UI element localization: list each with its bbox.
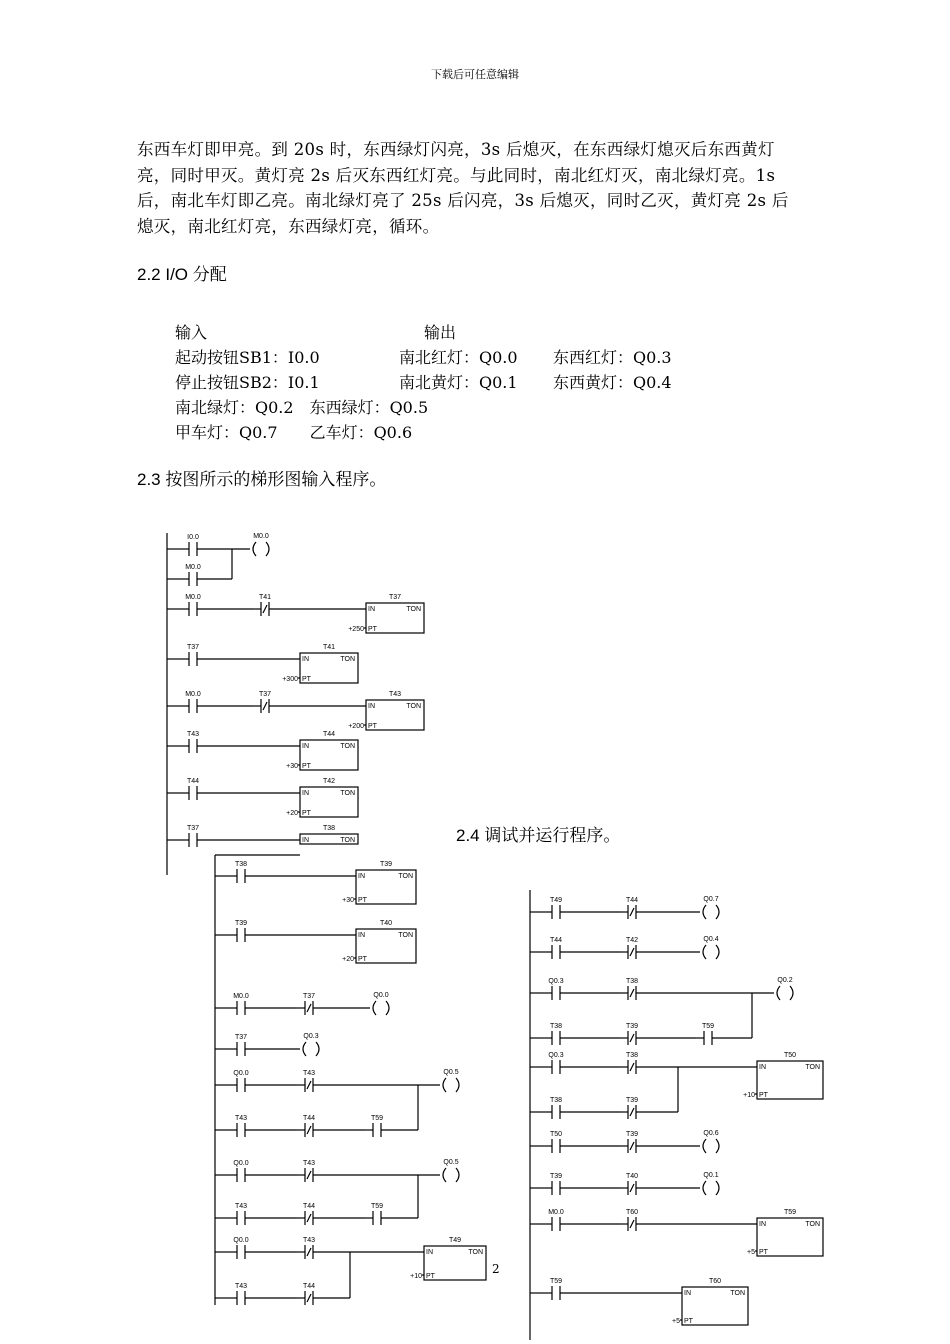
timer-name: T42 bbox=[322, 778, 336, 785]
contact-label: Q0.3 bbox=[548, 1052, 564, 1059]
contact-label: T38 bbox=[549, 1023, 563, 1030]
coil-left bbox=[703, 945, 706, 959]
timer-type: TON bbox=[805, 1221, 820, 1228]
coil-left bbox=[703, 1139, 706, 1153]
contact-label: T43 bbox=[302, 1237, 316, 1244]
timer-name: T59 bbox=[783, 1209, 797, 1216]
contact-label: M0.0 bbox=[548, 1209, 564, 1216]
nc-slash bbox=[630, 1142, 634, 1150]
contact-label: T37 bbox=[302, 993, 316, 1000]
contact-label: T39 bbox=[625, 1131, 639, 1138]
timer-name: T37 bbox=[388, 594, 402, 601]
coil-left bbox=[703, 905, 706, 919]
io-cell: 东西红灯：Q0.3 bbox=[553, 348, 672, 367]
coil-label: Q0.5 bbox=[443, 1159, 459, 1166]
contact-label: T59 bbox=[549, 1278, 563, 1285]
timer-pt: PT bbox=[368, 626, 377, 633]
timer-preset: +20 bbox=[342, 956, 354, 963]
nc-slash bbox=[630, 1063, 634, 1071]
nc-slash bbox=[630, 1184, 634, 1192]
intro-line: 熄灭，南北红灯亮，东西绿灯亮，循环。 bbox=[137, 216, 440, 236]
timer-in: IN bbox=[684, 1290, 691, 1297]
contact-label: T39 bbox=[625, 1023, 639, 1030]
nc-slash bbox=[307, 1171, 311, 1179]
contact-label: T40 bbox=[625, 1173, 639, 1180]
contact-label: T59 bbox=[370, 1115, 384, 1122]
contact-label: T43 bbox=[234, 1283, 248, 1290]
timer-type: TON bbox=[468, 1249, 483, 1256]
coil-label: Q0.0 bbox=[373, 992, 389, 999]
coil-left bbox=[443, 1078, 446, 1092]
contact-label: Q0.3 bbox=[548, 978, 564, 985]
timer-type: TON bbox=[340, 743, 355, 750]
contact-label: T37 bbox=[186, 644, 200, 651]
timer-preset: +10 bbox=[410, 1273, 422, 1280]
contact-label: T59 bbox=[370, 1203, 384, 1210]
io-row: 甲车灯：Q0.7 乙车灯：Q0.6 bbox=[175, 423, 413, 442]
coil-right bbox=[790, 986, 793, 1000]
timer-in: IN bbox=[426, 1249, 433, 1256]
timer-pt: PT bbox=[358, 956, 367, 963]
intro-line: 东西车灯即甲亮。到 20s 时，东西绿灯闪亮，3s 后熄灭，在东西绿灯熄灭后东西黄灯 bbox=[137, 140, 775, 159]
contact-label: T43 bbox=[234, 1115, 248, 1122]
timer-in: IN bbox=[302, 743, 309, 750]
nc-slash bbox=[263, 702, 267, 710]
timer-preset: +300 bbox=[282, 676, 298, 683]
coil-left bbox=[777, 986, 780, 1000]
timer-preset: +20 bbox=[286, 810, 298, 817]
timer-in: IN bbox=[358, 932, 365, 939]
section-heading-io: 2.2 I/O 分配 bbox=[137, 265, 227, 284]
contact-label: T44 bbox=[625, 897, 639, 904]
contact-label: T44 bbox=[186, 778, 200, 785]
coil-right bbox=[716, 945, 719, 959]
contact-label: T38 bbox=[625, 1052, 639, 1059]
coil-left bbox=[253, 542, 256, 556]
page-number: 2 bbox=[492, 1262, 500, 1276]
page-header: 下载后可任意编辑 bbox=[431, 68, 519, 81]
contact-label: T44 bbox=[302, 1203, 316, 1210]
timer-name: T39 bbox=[379, 861, 393, 868]
contact-label: T50 bbox=[549, 1131, 563, 1138]
timer-pt: PT bbox=[426, 1273, 435, 1280]
coil-label: Q0.3 bbox=[303, 1033, 319, 1040]
coil-right bbox=[266, 542, 269, 556]
timer-type: TON bbox=[340, 837, 355, 844]
nc-slash bbox=[307, 1294, 311, 1302]
timer-type: TON bbox=[398, 932, 413, 939]
contact-label: Q0.0 bbox=[233, 1237, 249, 1244]
timer-name: T38 bbox=[322, 825, 336, 832]
timer-in: IN bbox=[302, 656, 309, 663]
contact-label: T59 bbox=[701, 1023, 715, 1030]
coil-left bbox=[303, 1042, 306, 1056]
coil-right bbox=[386, 1001, 389, 1015]
timer-in: IN bbox=[368, 606, 375, 613]
timer-pt: PT bbox=[759, 1092, 768, 1099]
contact-label: T41 bbox=[258, 594, 272, 601]
nc-slash bbox=[307, 1126, 311, 1134]
coil-label: M0.0 bbox=[253, 533, 269, 540]
timer-type: TON bbox=[406, 606, 421, 613]
nc-slash bbox=[263, 605, 267, 613]
timer-preset: +250 bbox=[348, 626, 364, 633]
coil-label: Q0.5 bbox=[443, 1069, 459, 1076]
contact-label: M0.0 bbox=[185, 691, 201, 698]
timer-preset: +5 bbox=[747, 1249, 755, 1256]
timer-in: IN bbox=[759, 1064, 766, 1071]
coil-right bbox=[456, 1168, 459, 1182]
contact-label: T37 bbox=[258, 691, 272, 698]
timer-in: IN bbox=[368, 703, 375, 710]
coil-label: Q0.1 bbox=[703, 1172, 719, 1179]
coil-left bbox=[373, 1001, 376, 1015]
contact-label: T39 bbox=[549, 1173, 563, 1180]
timer-preset: +30 bbox=[342, 897, 354, 904]
timer-pt: PT bbox=[684, 1318, 693, 1325]
timer-type: TON bbox=[805, 1064, 820, 1071]
contact-label: T49 bbox=[549, 897, 563, 904]
timer-in: IN bbox=[759, 1221, 766, 1228]
contact-label: M0.0 bbox=[233, 993, 249, 1000]
coil-right bbox=[456, 1078, 459, 1092]
coil-label: Q0.6 bbox=[703, 1130, 719, 1137]
coil-label: Q0.4 bbox=[703, 936, 719, 943]
nc-slash bbox=[630, 989, 634, 997]
contact-label: T43 bbox=[302, 1070, 316, 1077]
coil-right bbox=[716, 1181, 719, 1195]
contact-label: T39 bbox=[625, 1097, 639, 1104]
coil-label: Q0.2 bbox=[777, 977, 793, 984]
coil-right bbox=[316, 1042, 319, 1056]
io-head-output: 输出 bbox=[424, 323, 457, 342]
timer-in: IN bbox=[358, 873, 365, 880]
contact-label: T43 bbox=[302, 1160, 316, 1167]
coil-left bbox=[443, 1168, 446, 1182]
timer-in: IN bbox=[302, 837, 309, 844]
io-cell: 东西黄灯：Q0.4 bbox=[553, 373, 672, 392]
contact-label: T37 bbox=[186, 825, 200, 832]
timer-type: TON bbox=[730, 1290, 745, 1297]
timer-type: TON bbox=[406, 703, 421, 710]
timer-pt: PT bbox=[358, 897, 367, 904]
io-cell: 南北黄灯：Q0.1 bbox=[399, 373, 518, 392]
contact-label: T43 bbox=[186, 731, 200, 738]
nc-slash bbox=[630, 948, 634, 956]
contact-label: M0.0 bbox=[185, 564, 201, 571]
timer-pt: PT bbox=[302, 676, 311, 683]
timer-preset: +200 bbox=[348, 723, 364, 730]
timer-pt: PT bbox=[368, 723, 377, 730]
contact-label: T44 bbox=[302, 1283, 316, 1290]
contact-label: Q0.0 bbox=[233, 1160, 249, 1167]
coil-right bbox=[716, 1139, 719, 1153]
timer-name: T60 bbox=[708, 1278, 722, 1285]
nc-slash bbox=[630, 1220, 634, 1228]
nc-slash bbox=[307, 1248, 311, 1256]
contact-label: T38 bbox=[549, 1097, 563, 1104]
section-heading-ladder: 2.3 按图所示的梯形图输入程序。 bbox=[137, 470, 387, 489]
section-heading-debug: 2.4 调试并运行程序。 bbox=[456, 826, 621, 845]
contact-label: T42 bbox=[625, 937, 639, 944]
timer-type: TON bbox=[340, 790, 355, 797]
timer-name: T50 bbox=[783, 1052, 797, 1059]
coil-left bbox=[703, 1181, 706, 1195]
io-cell: 南北红灯：Q0.0 bbox=[399, 348, 518, 367]
intro-line: 亮，同时甲灭。黄灯亮 2s 后灭东西红灯亮。与此同时，南北红灯灭，南北绿灯亮。1s bbox=[137, 165, 776, 185]
nc-slash bbox=[307, 1214, 311, 1222]
timer-name: T40 bbox=[379, 920, 393, 927]
contact-label: T37 bbox=[234, 1034, 248, 1041]
nc-slash bbox=[630, 1108, 634, 1116]
io-head-input: 输入 bbox=[175, 323, 208, 342]
timer-name: T41 bbox=[322, 644, 336, 651]
timer-pt: PT bbox=[302, 763, 311, 770]
timer-type: TON bbox=[398, 873, 413, 880]
timer-name: T43 bbox=[388, 691, 402, 698]
io-row: 南北绿灯：Q0.2 东西绿灯：Q0.5 bbox=[175, 398, 429, 417]
timer-pt: PT bbox=[759, 1249, 768, 1256]
nc-slash bbox=[630, 1034, 634, 1042]
nc-slash bbox=[307, 1004, 311, 1012]
nc-slash bbox=[307, 1081, 311, 1089]
intro-line: 后，南北车灯即乙亮。南北绿灯亮了 25s 后闪亮，3s 后熄灭，同时乙灭，黄灯亮 2s 后 bbox=[137, 191, 789, 210]
io-cell: 起动按钮SB1：I0.0 bbox=[175, 348, 320, 367]
contact-label: T39 bbox=[234, 920, 248, 927]
timer-name: T44 bbox=[322, 731, 336, 738]
contact-label: Q0.0 bbox=[233, 1070, 249, 1077]
nc-slash bbox=[630, 908, 634, 916]
timer-preset: +30 bbox=[286, 763, 298, 770]
io-cell: 停止按钮SB2：I0.1 bbox=[175, 373, 320, 392]
timer-pt: PT bbox=[302, 810, 311, 817]
contact-label: T60 bbox=[625, 1209, 639, 1216]
coil-label: Q0.7 bbox=[703, 896, 719, 903]
coil-right bbox=[716, 905, 719, 919]
timer-in: IN bbox=[302, 790, 309, 797]
contact-label: T44 bbox=[549, 937, 563, 944]
contact-label: M0.0 bbox=[185, 594, 201, 601]
contact-label: I0.0 bbox=[187, 534, 199, 541]
contact-label: T44 bbox=[302, 1115, 316, 1122]
timer-preset: +10 bbox=[743, 1092, 755, 1099]
timer-name: T49 bbox=[448, 1237, 462, 1244]
timer-type: TON bbox=[340, 656, 355, 663]
contact-label: T38 bbox=[625, 978, 639, 985]
contact-label: T43 bbox=[234, 1203, 248, 1210]
timer-preset: +5 bbox=[672, 1318, 680, 1325]
contact-label: T38 bbox=[234, 861, 248, 868]
